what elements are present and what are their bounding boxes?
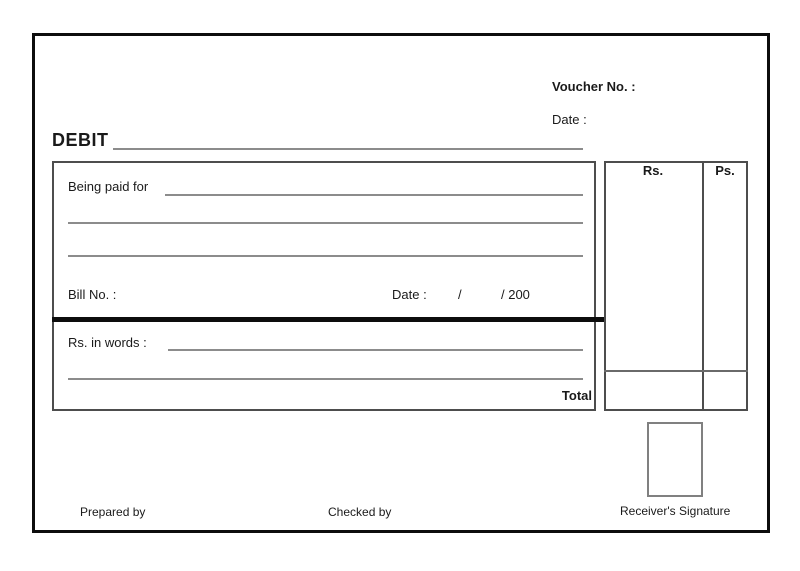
bill-date-slash-2: / 200 bbox=[501, 287, 530, 302]
details-blank-line-3 bbox=[68, 255, 583, 257]
total-label: Total bbox=[561, 388, 592, 403]
bill-date-label: Date : bbox=[392, 287, 427, 302]
rs-in-words-line-2 bbox=[68, 378, 583, 380]
receiver-signature-box bbox=[647, 422, 703, 497]
bill-no-label: Bill No. : bbox=[68, 287, 117, 302]
voucher-date-label: Date : bbox=[552, 112, 587, 127]
rs-ps-column-divider bbox=[702, 161, 704, 411]
bill-date-slash-1: / bbox=[458, 287, 462, 302]
rs-in-words-line-1 bbox=[168, 349, 583, 351]
ps-column-header: Ps. bbox=[715, 163, 735, 178]
amount-columns-table bbox=[604, 161, 748, 411]
checked-by-label: Checked by bbox=[328, 505, 392, 519]
rs-column-header: Rs. bbox=[642, 163, 664, 178]
debit-title-underline bbox=[113, 148, 583, 150]
receivers-signature-label: Receiver's Signature bbox=[620, 504, 731, 518]
details-blank-line-2 bbox=[68, 222, 583, 224]
total-row-divider bbox=[604, 370, 748, 372]
debit-title: DEBIT bbox=[52, 130, 109, 150]
rs-in-words-label: Rs. in words : bbox=[68, 335, 147, 350]
being-paid-for-label: Being paid for bbox=[68, 179, 149, 194]
being-paid-for-line bbox=[165, 194, 583, 196]
voucher-no-label: Voucher No. : bbox=[552, 79, 636, 94]
prepared-by-label: Prepared by bbox=[80, 505, 146, 519]
